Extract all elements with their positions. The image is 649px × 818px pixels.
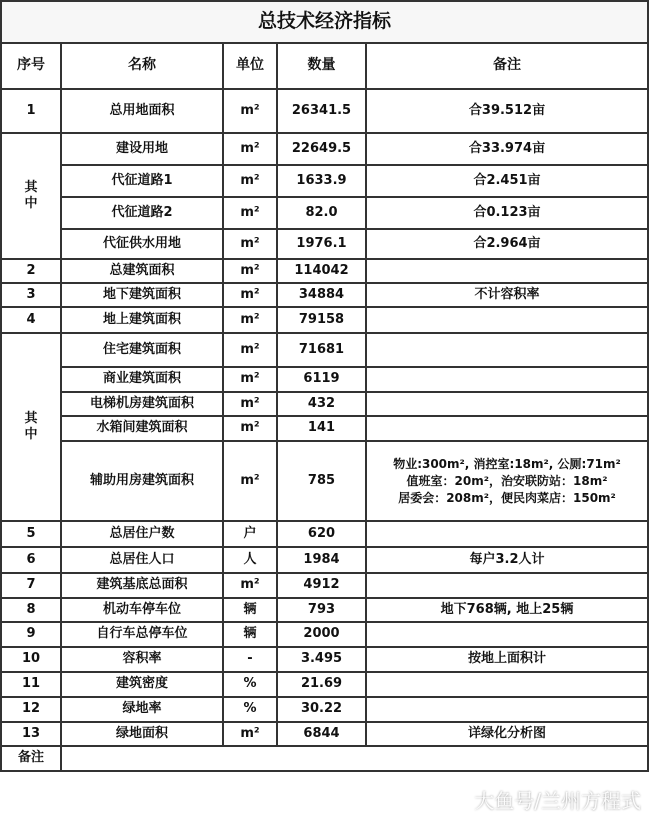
quantity: 82.0	[277, 197, 366, 229]
item-name: 自行车总停车位	[61, 622, 223, 647]
item-name: 总建筑面积	[61, 259, 223, 283]
remark	[366, 392, 648, 416]
group-label: 其 中	[1, 133, 61, 259]
item-name: 总居住人口	[61, 547, 223, 573]
quantity: 6119	[277, 367, 366, 392]
remark	[366, 573, 648, 598]
remark: 地下768辆, 地上25辆	[366, 598, 648, 622]
quantity: 26341.5	[277, 89, 366, 133]
table-row	[1, 229, 648, 259]
header-unit: 单位	[223, 43, 277, 89]
quantity: 34884	[277, 283, 366, 307]
remark: 合2.964亩	[366, 229, 648, 259]
unit: m²	[223, 283, 277, 307]
table-row	[1, 197, 648, 229]
remark	[366, 259, 648, 283]
unit: m²	[223, 133, 277, 165]
quantity: 21.69	[277, 672, 366, 697]
table-row	[1, 441, 648, 521]
unit: 户	[223, 521, 277, 547]
remark-label: 备注	[1, 746, 61, 771]
item-name: 建筑密度	[61, 672, 223, 697]
quantity: 1984	[277, 547, 366, 573]
item-name: 水箱间建筑面积	[61, 416, 223, 441]
row-number: 2	[1, 259, 61, 283]
quantity: 4912	[277, 573, 366, 598]
unit: -	[223, 647, 277, 672]
remark: 按地上面积计	[366, 647, 648, 672]
unit: m²	[223, 441, 277, 521]
remark	[366, 367, 648, 392]
table-row	[1, 622, 648, 647]
unit: m²	[223, 573, 277, 598]
item-name: 绿地率	[61, 697, 223, 722]
header-quantity: 数量	[277, 43, 366, 89]
unit: m²	[223, 367, 277, 392]
quantity: 6844	[277, 722, 366, 746]
unit: m²	[223, 229, 277, 259]
table-row	[1, 283, 648, 307]
item-name: 地下建筑面积	[61, 283, 223, 307]
remark: 合33.974亩	[366, 133, 648, 165]
table-title: 总技术经济指标	[1, 1, 648, 43]
remark-line: 居委会：208m²，便民肉菜店：150m²	[398, 490, 616, 505]
table-row	[1, 573, 648, 598]
quantity: 620	[277, 521, 366, 547]
row-number: 13	[1, 722, 61, 746]
row-number: 8	[1, 598, 61, 622]
unit: m²	[223, 259, 277, 283]
unit: m²	[223, 416, 277, 441]
table-row	[1, 165, 648, 197]
quantity: 793	[277, 598, 366, 622]
table-row	[1, 307, 648, 333]
unit: 辆	[223, 622, 277, 647]
quantity: 785	[277, 441, 366, 521]
remark	[366, 416, 648, 441]
remark: 合2.451亩	[366, 165, 648, 197]
unit: m²	[223, 89, 277, 133]
remark	[366, 333, 648, 367]
header-remark: 备注	[366, 43, 648, 89]
table-row	[1, 333, 648, 367]
unit: %	[223, 672, 277, 697]
item-name: 总居住户数	[61, 521, 223, 547]
remark	[366, 307, 648, 333]
table-row	[1, 89, 648, 133]
quantity: 114042	[277, 259, 366, 283]
table-row	[1, 133, 648, 165]
table-row	[1, 598, 648, 622]
quantity: 22649.5	[277, 133, 366, 165]
item-name: 住宅建筑面积	[61, 333, 223, 367]
table-row	[1, 547, 648, 573]
unit: m²	[223, 165, 277, 197]
quantity: 1633.9	[277, 165, 366, 197]
row-number: 9	[1, 622, 61, 647]
quantity: 2000	[277, 622, 366, 647]
item-name: 电梯机房建筑面积	[61, 392, 223, 416]
remark-line: 物业:300m², 消控室:18m², 公厕:71m²	[393, 456, 621, 471]
item-name: 代征道路1	[61, 165, 223, 197]
header-name: 名称	[61, 43, 223, 89]
remark-value	[61, 746, 648, 771]
row-number: 3	[1, 283, 61, 307]
remark	[366, 672, 648, 697]
quantity: 141	[277, 416, 366, 441]
quantity: 3.495	[277, 647, 366, 672]
quantity: 30.22	[277, 697, 366, 722]
unit: m²	[223, 722, 277, 746]
unit: 辆	[223, 598, 277, 622]
remark: 合39.512亩	[366, 89, 648, 133]
row-number: 7	[1, 573, 61, 598]
table-row	[1, 521, 648, 547]
unit: m²	[223, 197, 277, 229]
quantity: 432	[277, 392, 366, 416]
item-name: 辅助用房建筑面积	[61, 441, 223, 521]
header-row	[1, 43, 648, 89]
row-number: 5	[1, 521, 61, 547]
row-number: 10	[1, 647, 61, 672]
item-name: 容积率	[61, 647, 223, 672]
row-number: 6	[1, 547, 61, 573]
item-name: 绿地面积	[61, 722, 223, 746]
row-number: 1	[1, 89, 61, 133]
remark-row	[1, 746, 648, 771]
group-label: 其 中	[1, 333, 61, 521]
unit: m²	[223, 333, 277, 367]
item-name: 代征道路2	[61, 197, 223, 229]
quantity: 71681	[277, 333, 366, 367]
item-name: 机动车停车位	[61, 598, 223, 622]
row-number: 11	[1, 672, 61, 697]
remark	[366, 697, 648, 722]
unit: %	[223, 697, 277, 722]
unit: m²	[223, 307, 277, 333]
remark	[366, 622, 648, 647]
table-row	[1, 672, 648, 697]
item-name: 代征供水用地	[61, 229, 223, 259]
table-row	[1, 416, 648, 441]
row-number: 12	[1, 697, 61, 722]
table-row	[1, 259, 648, 283]
item-name: 总用地面积	[61, 89, 223, 133]
item-name: 地上建筑面积	[61, 307, 223, 333]
remark-line: 值班室：20m²，治安联防站：18m²	[406, 473, 608, 488]
watermark: 大鱼号/兰州方程式	[474, 789, 641, 813]
row-number: 4	[1, 307, 61, 333]
unit: 人	[223, 547, 277, 573]
item-name: 建设用地	[61, 133, 223, 165]
remark	[366, 441, 648, 521]
unit: m²	[223, 392, 277, 416]
table-row	[1, 367, 648, 392]
item-name: 建筑基底总面积	[61, 573, 223, 598]
remark: 合0.123亩	[366, 197, 648, 229]
table-row	[1, 697, 648, 722]
item-name: 商业建筑面积	[61, 367, 223, 392]
remark: 不计容积率	[366, 283, 648, 307]
remark: 每户3.2人计	[366, 547, 648, 573]
quantity: 1976.1	[277, 229, 366, 259]
table-row	[1, 647, 648, 672]
remark	[366, 521, 648, 547]
quantity: 79158	[277, 307, 366, 333]
header-no: 序号	[1, 43, 61, 89]
table-row	[1, 392, 648, 416]
table-row	[1, 722, 648, 746]
remark: 详绿化分析图	[366, 722, 648, 746]
